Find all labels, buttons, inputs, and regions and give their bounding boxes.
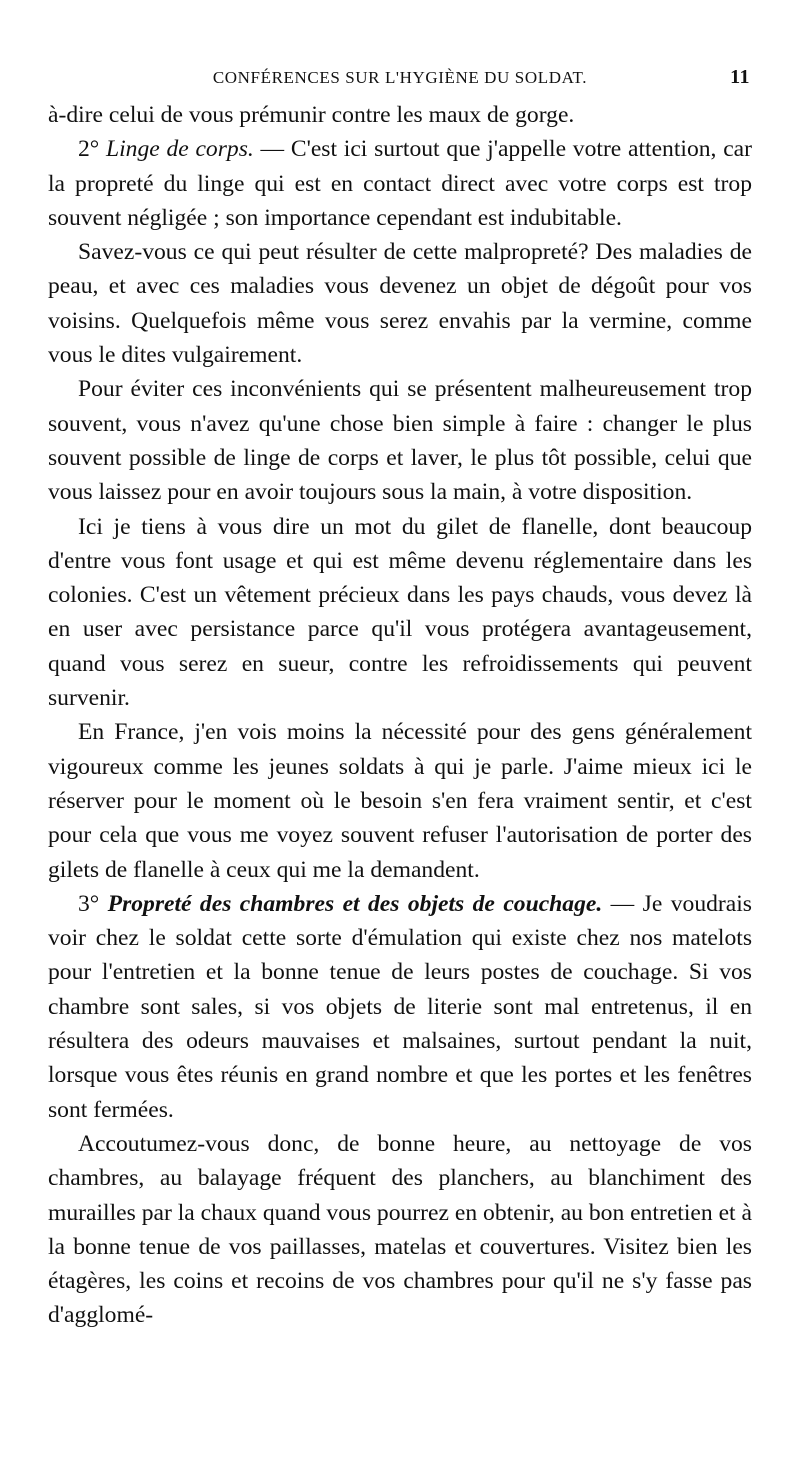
section-heading: Propreté des chambres et des objets de couchage. <box>107 890 603 917</box>
paragraph <box>48 510 752 716</box>
paragraph-continuation <box>48 98 752 132</box>
paragraph-text: — C'est ici surtout que j'appelle votre attention, car la propreté du linge qui est en contact direct avec votre corps est trop souvent négligée ; son importance cependant est indubitable. <box>48 136 752 231</box>
paragraph-text: En France, j'en vois moins la nécessité pour des gens généralement vigoureux comme les jeunes soldats à qui je parle. J'aime mieux ici le réserver pour le moment où le besoin s'en fera vraiment sentir, et c'est pour cela que vous me voyez souvent refuser l'autorisation de porter des gilets de flanelle à ceux qui me la demandent. <box>48 719 752 883</box>
page-number: 11 <box>730 66 750 88</box>
section-number: 2° <box>78 136 100 163</box>
section-proprete-des-chambres <box>48 887 752 1127</box>
paragraph <box>48 235 752 372</box>
running-head <box>48 62 752 96</box>
paragraph <box>48 1127 752 1333</box>
paragraph-text: Accoutumez-vous donc, de bonne heure, au nettoyage de vos chambres, au balayage fréquent des planchers, au blanchiment des murailles par la chaux quand vous pourrez en obtenir, au bon entretien et à la bonne tenue de vos paillasses, matelas et couvertures. Visitez bien les étagères, les coins et recoins de vos chambres pour qu'il ne s'y fasse pas d'agglomé- <box>48 1130 752 1329</box>
section-heading: Linge de corps. <box>105 136 254 163</box>
paragraph-text: Ici je tiens à vous dire un mot du gilet de flanelle, dont beaucoup d'entre vous font usage et qui est même devenu réglementaire dans les colonies. C'est un vêtement précieux dans les pays chauds, vous devez là en user avec persistance parce qu'il vous protégera avantageusement, quand vous serez en sueur, contre les refroidissements qui peuvent survenir. <box>48 513 752 712</box>
paragraph-text: Savez-vous ce qui peut résulter de cette malpropreté? Des maladies de peau, et avec ces maladies vous devenez un objet de dégoût pour vos voisins. Quelquefois même vous serez envahis par la vermine, comme vous le dites vulgairement. <box>48 239 752 369</box>
section-number: 3° <box>78 890 100 917</box>
paragraph-text: — Je voudrais voir chez le soldat cette sorte d'émulation qui existe chez nos matelots pour l'entretien et la bonne tenue de leurs postes de couchage. Si vos chambre sont sales, si vos objets de literie sont mal entretenus, il en résultera des odeurs mauvaises et malsaines, surtout pendant la nuit, lorsque vous êtes réunis en grand nombre et que les portes et les fenêtres sont fermées. <box>48 890 752 1123</box>
body-text <box>48 98 752 1333</box>
paragraph-text: Pour éviter ces inconvénients qui se présentent malheureusement trop souvent, vous n'avez qu'une chose bien simple à faire : changer le plus souvent possible de linge de corps et laver, le plus tôt possible, celui que vous laissez pour en avoir toujours sous la main, à votre disposition. <box>48 376 752 506</box>
paragraph <box>48 715 752 886</box>
running-title: CONFÉRENCES SUR L'HYGIÈNE DU SOLDAT. <box>212 68 588 87</box>
paragraph <box>48 372 752 509</box>
section-linge-de-corps <box>48 132 752 235</box>
book-page <box>48 62 752 1462</box>
paragraph-text: à-dire celui de vous prémunir contre les maux de gorge. <box>48 102 575 128</box>
